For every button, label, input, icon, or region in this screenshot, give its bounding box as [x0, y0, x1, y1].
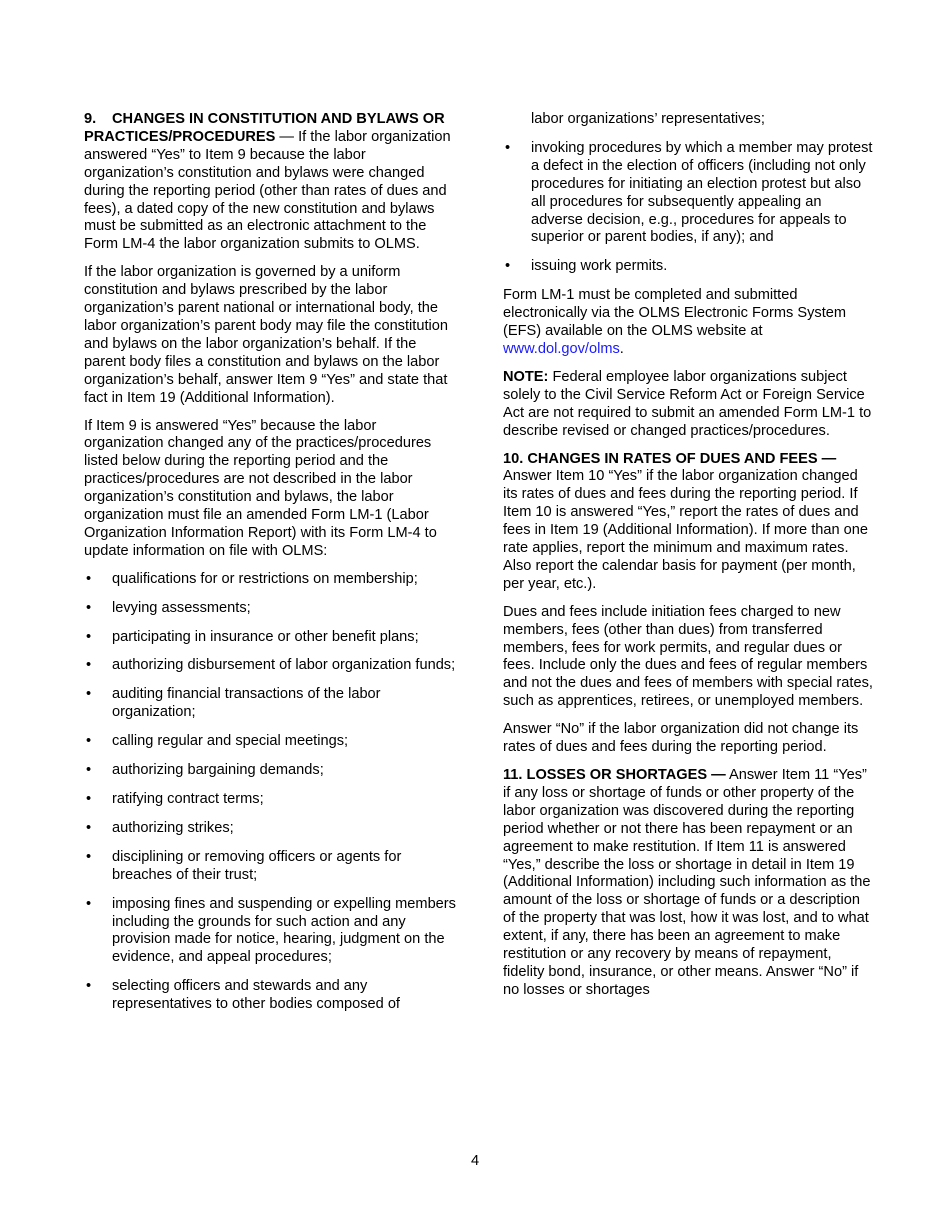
bullet-icon: •: [86, 599, 92, 616]
bullet-icon: •: [86, 819, 92, 836]
list-item: [84, 978, 456, 1014]
lm1-text: Form LM-1 must be completed and submitted electronically via the OLMS Electronic Forms System (EFS) available on the OLMS website at: [503, 287, 847, 340]
list-item-text: invoking procedures by which a member may protest a defect in the election of officers (including not only procedures for initiating an election protest but also all procedures for subsequently appealing an adverse decision, e.g., procedures for appeals to superior or parent bodies, if any); and: [531, 139, 873, 246]
paragraph-answer-no: Answer “No” if the labor organization did not change its rates of dues and fees during the reporting period.: [503, 721, 859, 756]
section-10-title: 10. CHANGES IN RATES OF DUES AND FEES —: [503, 450, 837, 467]
note-paragraph: [503, 369, 875, 441]
list-item: [503, 258, 875, 276]
list-item-text: qualifications for or restrictions on membership;: [112, 570, 418, 587]
list-item: [84, 629, 456, 647]
bullet-icon: •: [86, 895, 92, 912]
paragraph-parent-body: If the labor organization is governed by a uniform constitution and bylaws prescribed by the labor organization’s parent national or international body, the labor organization’s parent body may file the constitution and bylaws on the labor organization’s behalf. If the parent body files a constitution and bylaws on the labor organization’s behalf, answer Item 9 “Yes” and state that fact in Item 19 (Additional Information).: [84, 264, 448, 406]
section-11-body: Answer Item 11 “Yes” if any loss or shortage of funds or other property of the labor organization was discovered during the reporting period whether or not there has been repayment or an agreement to make restitution. If Item 11 is answered “Yes,” describe the loss or shortage in detail in Item 19 (Additional Information) including such information as the amount of the loss or shortage of funds or a description of the property that was lost, how it was lost, and to what extent, if any, there has been an agreement to make restitution or any recovery by means of repayment, fidelity bond, insurance, or other means. Answer “No” if no losses or shortages: [503, 767, 871, 998]
paragraph-practices: If Item 9 is answered “Yes” because the labor organization changed any of the practices/procedures listed below during the reporting period and the practices/procedures are not described in the labor organization’s constitution and bylaws, the labor organization must file an amended Form LM-1 (Labor Organization Information Report) with its Form LM-4 to update information on file with OLMS:: [84, 417, 437, 559]
bullet-icon: •: [86, 570, 92, 587]
paragraph-lm1: [503, 287, 875, 359]
list-item-text: disciplining or removing officers or agents for breaches of their trust;: [112, 848, 402, 883]
bullet-icon: •: [505, 139, 511, 156]
list-item: [84, 791, 456, 809]
page-number: 4: [470, 1153, 480, 1169]
note-label: NOTE:: [503, 368, 549, 385]
list-item-text: ratifying contract terms;: [112, 791, 264, 807]
bullet-icon: •: [86, 978, 92, 995]
bullet-icon: •: [86, 733, 92, 750]
note-body: Federal employee labor organizations subject solely to the Civil Service Reform Act or Foreign Service Act are not required to submit an amended Form LM-1 to describe revised or changed practices/procedures.: [503, 368, 872, 439]
list-item-continuation: labor organizations’ representatives;: [531, 111, 765, 127]
section-9: [84, 111, 456, 254]
section-10-body: Answer Item 10 “Yes” if the labor organization changed its rates of dues and fees during the reporting period. If Item 10 is answered “Yes,” report the rates of dues and fees in Item 19 (Additional Information). If more than one rate applies, report the minimum and maximum rates. Also report the calendar basis for payment (per month, per year, etc.).: [503, 468, 869, 592]
list-item: [84, 733, 456, 751]
list-item-text: imposing fines and suspending or expelling members including the grounds for such action and any provision made for notice, hearing, judgment on the evidence, and appeal procedures;: [112, 895, 456, 966]
list-item: [84, 571, 456, 589]
section-10: [503, 451, 875, 594]
list-item: [84, 820, 456, 838]
list-item-text: calling regular and special meetings;: [112, 733, 349, 750]
olms-website-link[interactable]: www.dol.gov/olms: [503, 340, 620, 357]
list-item-text: participating in insurance or other benefit plans;: [112, 628, 419, 645]
section-9-title: CHANGES IN CONSTITUTION AND BYLAWS OR PRACTICES/PROCEDURES: [84, 111, 445, 145]
list-item-text: selecting officers and stewards and any representatives to other bodies composed of: [112, 978, 400, 1013]
section-9-body: — If the labor organization answered “Yes” to Item 9 because the labor organization’s constitution and bylaws were changed during the reporting period (other than rates of dues and fees), a dated copy of the new constitution and bylaws must be submitted as an electronic attachment to the Form LM-4 the labor organization submits to OLMS.: [84, 128, 451, 253]
bullet-icon: •: [86, 628, 92, 645]
bullet-icon: •: [86, 848, 92, 865]
section-9-number: 9.: [84, 111, 97, 127]
left-column: [84, 111, 456, 1025]
list-item: [84, 600, 456, 618]
section-11-title: 11. LOSSES OR SHORTAGES —: [503, 767, 726, 783]
bullet-icon: •: [86, 657, 92, 674]
right-column: [503, 111, 875, 1010]
bullet-icon: •: [86, 791, 92, 807]
list-item-text: levying assessments;: [112, 599, 251, 616]
list-item: [84, 896, 456, 968]
list-item: [84, 849, 456, 885]
list-item-text: authorizing bargaining demands;: [112, 762, 324, 779]
practices-list-continued: [503, 140, 875, 276]
paragraph-dues-definition: Dues and fees include initiation fees charged to new members, fees (other than dues) from transferred members, fees for work permits, and regular dues or fees. Include only the dues and fees of regular members and not the dues and fees of members with special rates, such as apprentices, retirees, or unemployed members.: [503, 603, 873, 710]
list-item-text: auditing financial transactions of the labor organization;: [112, 686, 381, 721]
practices-list: [84, 571, 456, 1014]
list-item-text: authorizing strikes;: [112, 819, 234, 836]
bullet-icon: •: [505, 258, 511, 275]
list-item-text: authorizing disbursement of labor organization funds;: [112, 657, 456, 674]
list-item: [84, 686, 456, 722]
list-item: [503, 140, 875, 247]
bullet-icon: •: [86, 686, 92, 703]
section-11: [503, 767, 875, 1000]
list-item-text: issuing work permits.: [531, 258, 668, 275]
list-item: [84, 657, 456, 675]
list-item: [84, 762, 456, 780]
bullet-icon: •: [86, 762, 92, 779]
lm1-end: .: [619, 340, 624, 357]
